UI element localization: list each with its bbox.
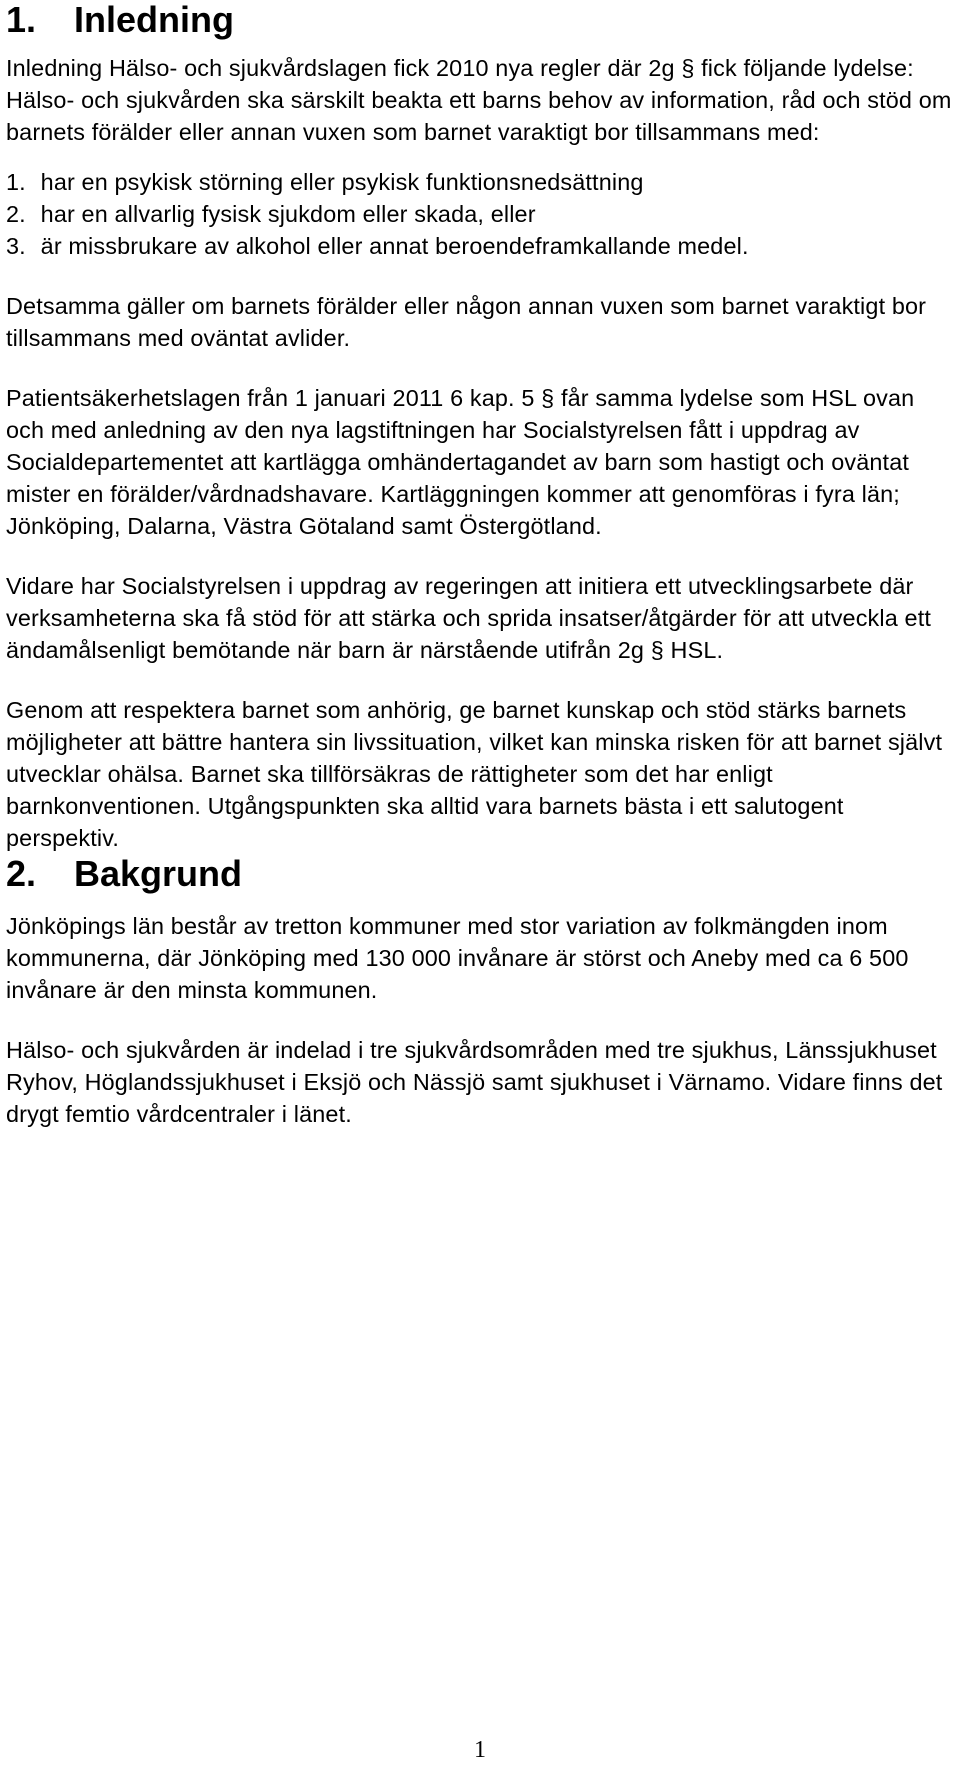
paragraph-intro: Inledning Hälso- och sjukvårdslagen fick 2010 nya regler där 2g § fick följande lydelse: Hälso- och sjukvården ska särskilt beakta ett barns behov av information, råd och stöd om barnets förälder eller annan vuxen som barnet varaktigt bor tillsammans med: <box>6 55 952 145</box>
paragraph-vidare: Vidare har Socialstyrelsen i uppdrag av regeringen att initiera ett utvecklingsarbete där verksamheterna ska få stöd för att stärka och sprida insatser/åtgärder för att utveckla ett ändamålsenligt bemötande när barn är närstående utifrån 2g § HSL. <box>6 573 932 663</box>
list-item-text: har en allvarlig fysisk sjukdom eller skada, eller <box>40 201 536 227</box>
list-item-text: har en psykisk störning eller psykisk funktionsnedsättning <box>40 169 644 195</box>
list-item <box>6 166 954 198</box>
list-item <box>6 230 954 262</box>
paragraph-patientsakerhetslagen: Patientsäkerhetslagen från 1 januari 2011 6 kap. 5 § får samma lydelse som HSL ovan och med anledning av den nya lagstiftningen har Socialstyrelsen fått i uppdrag av Socialdepartementet att kartlägga omhändertagandet av barn som hastigt och oväntat mister en förälder/vårdnadshavare. Kartläggningen kommer att genomföras i fyra län; Jönköping, Dalarna, Västra Götaland samt Östergötland. <box>6 385 915 539</box>
numbered-list <box>6 166 954 262</box>
paragraph-genom: Genom att respektera barnet som anhörig, ge barnet kunskap och stöd stärks barnets möjligheter att bättre hantera sin livssituation, vilket kan minska risken för att barnet självt utvecklar ohälsa. Barnet ska tillförsäkras de rättigheter som det har enligt barnkonventionen. Utgångspunkten ska alltid vara barnets bästa i ett salutogent perspektiv. <box>6 697 943 851</box>
section-number: 1. <box>6 0 37 40</box>
section-heading-inledning <box>6 0 954 40</box>
paragraph-halso: Hälso- och sjukvården är indelad i tre sjukvårdsområden med tre sjukhus, Länssjukhuset Ryhov, Höglandssjukhuset i Eksjö och Nässjö samt sjukhuset i Värnamo. Vidare finns det drygt femtio vårdcentraler i länet. <box>6 1037 943 1127</box>
section-number: 2. <box>6 853 37 894</box>
list-marker: 3. <box>6 233 26 259</box>
page-number: 1 <box>474 1737 486 1763</box>
list-item-text: är missbrukare av alkohol eller annat beroendeframkallande medel. <box>40 233 749 259</box>
section-title: Inledning <box>74 0 234 40</box>
paragraph-jonkoping: Jönköpings län består av tretton kommuner med stor variation av folkmängden inom kommunerna, där Jönköping med 130 000 invånare är störst och Aneby med ca 6 500 invånare är den minsta kommunen. <box>6 913 909 1003</box>
list-marker: 1. <box>6 169 26 195</box>
list-item <box>6 198 954 230</box>
paragraph-detsamma: Detsamma gäller om barnets förälder eller någon annan vuxen som barnet varaktigt bor tillsammans med oväntat avlider. <box>6 293 927 351</box>
section-heading-bakgrund <box>6 854 954 894</box>
section-title: Bakgrund <box>74 853 243 894</box>
list-marker: 2. <box>6 201 26 227</box>
page-content <box>6 0 954 1130</box>
